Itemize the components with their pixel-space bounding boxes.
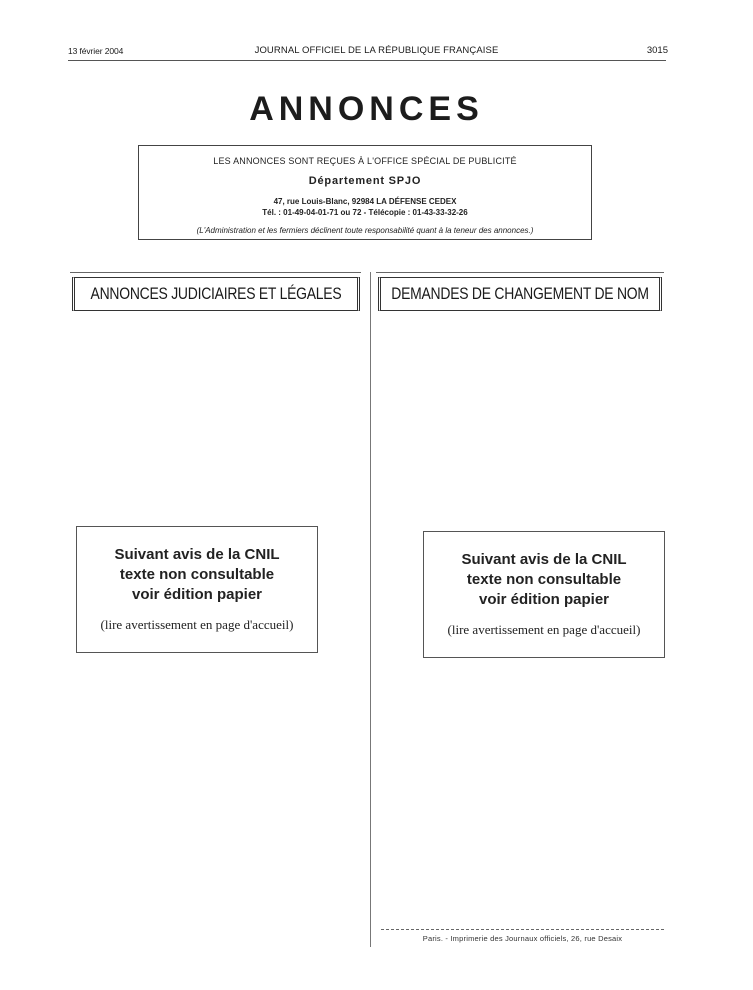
cnil-notice-line-2: texte non consultable <box>466 571 622 588</box>
info-reception-line: LES ANNONCES SONT REÇUES À L'OFFICE SPÉCIAL DE PUBLICITÉ <box>213 156 517 166</box>
cnil-notice-line-3: voir édition papier <box>131 586 263 603</box>
right-column-top-rule <box>376 272 664 273</box>
section-heading-legal-notices <box>72 277 360 311</box>
header-date: 13 février 2004 <box>68 46 124 56</box>
section-heading-name-change-label: DEMANDES DE CHANGEMENT DE NOM <box>391 284 649 303</box>
cnil-notice-line-3: voir édition papier <box>478 591 610 608</box>
header-page-number: 3015 <box>646 45 668 56</box>
section-heading-legal-notices-label: ANNONCES JUDICIAIRES ET LÉGALES <box>90 284 342 303</box>
info-address: 47, rue Louis-Blanc, 92984 LA DÉFENSE CEDEX <box>273 197 457 206</box>
info-box <box>138 145 592 240</box>
left-column-top-rule <box>70 272 361 273</box>
info-department: Département SPJO <box>308 175 422 187</box>
cnil-notice-note: (lire avertissement en page d'accueil) <box>100 617 294 632</box>
cnil-notice-note: (lire avertissement en page d'accueil) <box>447 622 641 637</box>
info-phone: Tél. : 01-49-04-01-71 ou 72 - Télécopie : 01-43-33-32-26 <box>262 208 468 217</box>
section-heading-name-change <box>378 277 662 311</box>
cnil-notice-line-2: texte non consultable <box>119 566 275 583</box>
cnil-notice-line-1: Suivant avis de la CNIL <box>461 551 627 568</box>
cnil-notice-line-1: Suivant avis de la CNIL <box>114 546 280 563</box>
cnil-notice-left <box>76 526 318 653</box>
header-journal-title: JOURNAL OFFICIEL DE LA RÉPUBLIQUE FRANÇAISE <box>254 45 499 56</box>
footer-printer: Paris. - Imprimerie des Journaux officiels, 26, rue Desaix <box>422 934 623 943</box>
page-title: ANNONCES <box>249 90 484 128</box>
footer-rule <box>381 929 664 930</box>
info-disclaimer: (L'Administration et les fermiers déclinent toute responsabilité quant à la teneur des annonces.) <box>196 226 534 235</box>
cnil-notice-right <box>423 531 665 658</box>
column-divider <box>370 272 371 947</box>
header-rule <box>68 60 666 61</box>
